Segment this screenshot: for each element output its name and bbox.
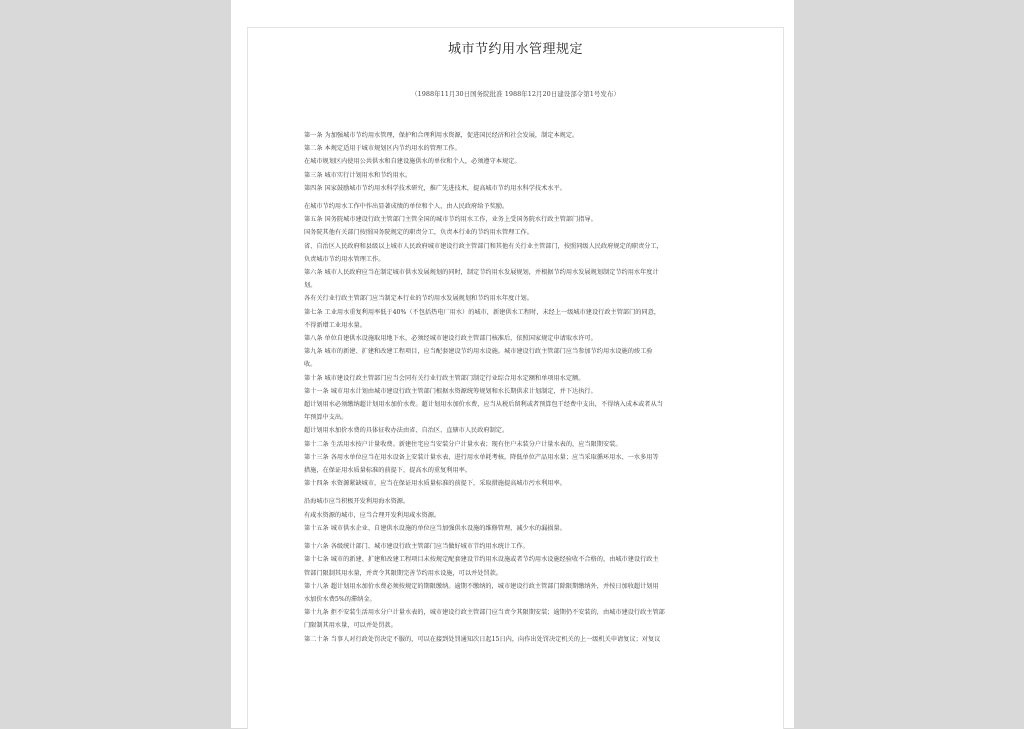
text-line: 超计划用水必须缴纳超计划用水加价水费。超计划用水加价水费，应当从税后留利或者预算包干经费中支出，不得纳入成本或者从当 [304,401,663,409]
text-line: 管部门限制其用水量，并责令其限期完善节约用水设施，可以并处罚款。 [304,569,502,577]
text-line: 第十八条 超计划用水加价水费必须按规定的期限缴纳。逾期不缴纳的，城市建设行政主管部门除限期缴纳外，并按日加收超计划用 [304,582,659,590]
text-line: 第九条 城市的新建、扩建和改建工程项目，应当配套建设节约用水设施。城市建设行政主管部门应当参加节约用水设施的竣工验 [304,348,653,356]
text-line: 第十一条 城市用水计划由城市建设行政主管部门根据水资源统筹规划和水长期供求计划制定，并下达执行。 [304,387,597,395]
text-line: 收。 [304,361,317,369]
text-line: 负责城市节约用水管理工作。 [304,255,385,263]
text-line: 沿海城市应当积极开发利用海水资源。 [304,498,410,506]
text-line: 第二条 本规定适用于城市规划区内节约用水的管理工作。 [304,145,461,153]
text-line: 第十二条 生活用水按户计量收费。新建住宅应当安装分户计量水表；现有住户未装分户计量水表的，应当限期安装。 [304,440,622,448]
text-line: 第十条 城市建设行政主管部门应当会同有关行业行政主管部门制定行业综合用水定额和单项用水定额。 [304,374,585,382]
document-title: 城市节约用水管理规定 [447,42,583,57]
text-line: 国务院其他有关部门按照国务院规定的职责分工，负责本行业的节约用水管理工作。 [304,229,533,237]
text-line: 第四条 国家鼓励城市节约用水科学技术研究，推广先进技术，提高城市节约用水科学技术水平。 [304,184,566,192]
text-line: 第十九条 拒不安装生活用水分户计量水表的，城市建设行政主管部门应当责令其限期安装；逾期仍不安装的，由城市建设行政主管部 [304,609,665,617]
text-line: 水加价水费5%的滞纳金。 [304,595,376,603]
text-line: 第七条 工业用水重复利用率低于40%（不包括热电厂用水）的城市，新建供水工程时，未经上一级城市建设行政主管部门的同意， [304,308,661,316]
text-line: 措施，在保证用水质量标准的前提下，提高水的重复利用率。 [304,467,472,475]
text-line: 第十五条 城市供水企业、自建供水设施的单位应当加强供水设施的维修管理，减少水的漏损量。 [304,524,566,532]
text-line: 超计划用水加价水费的具体征收办法由省、自治区、直辖市人民政府制定。 [304,427,509,435]
document-subtitle: （1988年11月30日国务院批准 1988年12月20日建设部令第1号发布） [411,90,620,98]
text-line: 第三条 城市实行计划用水和节约用水。 [304,171,412,179]
text-line: 在城市规划区内使用公共供水和自建设施供水的单位和个人，必须遵守本规定。 [304,158,521,166]
text-line: 省、自治区人民政府和县级以上城市人民政府城市建设行政主管部门和其他有关行业主管部门，按照同级人民政府规定的职责分工， [304,242,663,250]
text-line: 第八条 单位自建供水设施取用地下水，必须经城市建设行政主管部门核准后，依照国家规定申请取水许可。 [304,335,597,343]
text-line: 第十六条 各级统计部门、城市建设行政主管部门应当做好城市节约用水统计工作。 [304,543,529,551]
text-line: 年预算中支出。 [304,414,348,422]
document-page [247,27,784,729]
text-line: 划。 [304,282,317,290]
text-line: 第五条 国务院城市建设行政主管部门主管全国的城市节约用水工作，业务上受国务院水行政主管部门指导。 [304,216,597,224]
text-line: 不得新增工业用水量。 [304,321,366,329]
text-line: 第十四条 水资源紧缺城市，应当在保证用水质量标准的前提下，采取措施提高城市污水利用率。 [304,480,566,488]
text-line: 有咸水资源的城市，应当合理开发利用咸水资源。 [304,511,441,519]
text-line: 各有关行业行政主管部门应当制定本行业的节约用水发展规划和节约用水年度计划。 [304,295,533,303]
text-line: 第六条 城市人民政府应当在制定城市供水发展规划的同时，制定节约用水发展规划，并根据节约用水发展规划制定节约用水年度计 [304,269,659,277]
text-line: 第二十条 当事人对行政处罚决定不服的，可以在接到处罚通知次日起15日内，向作出处罚决定机关的上一级机关申请复议；对复议 [304,635,661,643]
text-line: 第十七条 城市的新建、扩建和改建工程项目未按规定配套建设节约用水设施或者节约用水设施经验收不合格的，由城市建设行政主 [304,556,659,564]
text-line: 第一条 为加强城市节约用水管理，保护和合理利用水资源，促进国民经济和社会发展，制定本规定。 [304,132,579,139]
document-body [304,129,774,646]
text-line: 门限制其用水量，可以并处罚款。 [304,622,397,630]
text-line: 第十三条 各用水单位应当在用水设备上安装计量水表，进行用水单耗考核，降低单位产品用水量；应当采取循环用水、一水多用等 [304,453,659,461]
text-line: 在城市节约用水工作中作出显著成绩的单位和个人，由人民政府给予奖励。 [304,203,509,211]
